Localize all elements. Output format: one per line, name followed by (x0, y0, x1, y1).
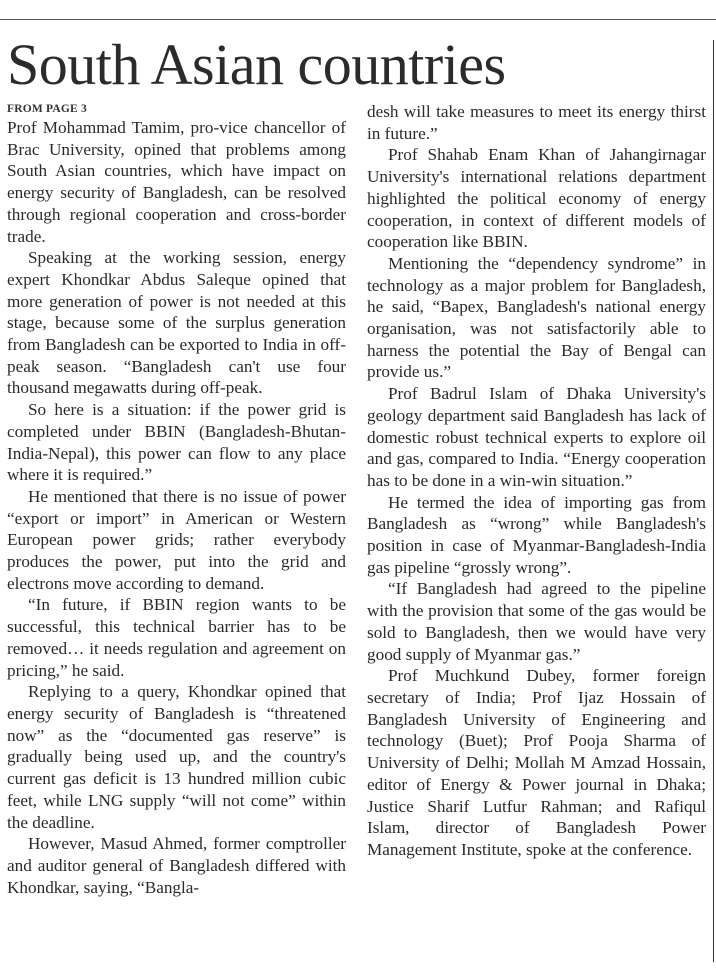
paragraph: “If Bangladesh had agreed to the pipeline with the provision that some of the gas would be sold to Bangladesh, then we would have very good supply of Myanmar gas.” (367, 579, 706, 664)
right-column-border (713, 40, 714, 962)
paragraph: Prof Shahab Enam Khan of Jahangirnagar University's international relations department highlighted the political economy of energy cooperation, in context of different models of cooperation like BBIN. (367, 145, 706, 252)
paragraph: However, Masud Ahmed, former comptroller and auditor general of Bangladesh differed with Khondkar, saying, “Bangla- (7, 834, 346, 897)
paragraph: Speaking at the working session, energy expert Khondkar Abdus Saleque opined that more generation of power is not needed at this stage, because some of the surplus generation from Bangladesh can be exported to India in off-peak season. “Bangladesh can't use four thousand megawatts during off-peak. (7, 248, 346, 398)
top-divider-rule (0, 19, 716, 20)
article-column-right (367, 101, 706, 861)
paragraph: desh will take measures to meet its energy thirst in future.” (367, 102, 706, 143)
article-column-left (7, 101, 346, 898)
paragraph: Prof Mohammad Tamim, pro-vice chancellor of Brac University, opined that problems among South Asian countries, which have impact on energy security of Bangladesh, can be resolved through regional cooperation and cross-border trade. (7, 118, 346, 246)
paragraph: “In future, if BBIN region wants to be successful, this technical barrier has to be removed… it needs regulation and agreement on pricing,” he said. (7, 595, 346, 680)
paragraph: Prof Muchkund Dubey, former foreign secretary of India; Prof Ijaz Hossain of Bangladesh University of Engineering and technology (Buet); Prof Pooja Sharma of University of Delhi; Mollah M Amzad Hossain, editor of Energy & Power journal in Dhaka; Justice Sharif Lutfur Rahman; and Rafiqul Islam, director of Bangladesh Power Management Institute, spoke at the conference. (367, 666, 706, 859)
paragraph: So here is a situation: if the power grid is completed under BBIN (Bangladesh-Bhutan-India-Nepal), this power can flow to any place where it is required.” (7, 400, 346, 485)
paragraph: Prof Badrul Islam of Dhaka University's geology department said Bangladesh has lack of domestic robust technical experts to explore oil and gas, compared to India. “Energy cooperation has to be done in a win-win situation.” (367, 384, 706, 490)
paragraph: Mentioning the “dependency syndrome” in technology as a major problem for Bangladesh, he said, “Bapex, Bangladesh's national energy organisation, was not satisfactorily able to harness the potential the Bay of Bengal can provide us.” (367, 253, 706, 382)
continued-from-kicker: FROM PAGE 3 (7, 103, 87, 115)
paragraph: He mentioned that there is no issue of power “export or import” in American or Western European power grids; rather everybody produces the power, put into the grid and electrons move according to demand. (7, 486, 346, 593)
paragraph: He termed the idea of importing gas from Bangladesh as “wrong” while Bangladesh's position in case of Myanmar-Bangladesh-India gas pipeline “grossly wrong”. (367, 492, 706, 577)
article-headline: South Asian countries (7, 32, 506, 97)
paragraph: Replying to a query, Khondkar opined that energy security of Bangladesh is “threatened now” as the “documented gas reserve” is gradually being used up, and the country's current gas deficit is 13 hundred million cubic feet, while LNG supply “will not come” within the deadline. (7, 682, 346, 832)
